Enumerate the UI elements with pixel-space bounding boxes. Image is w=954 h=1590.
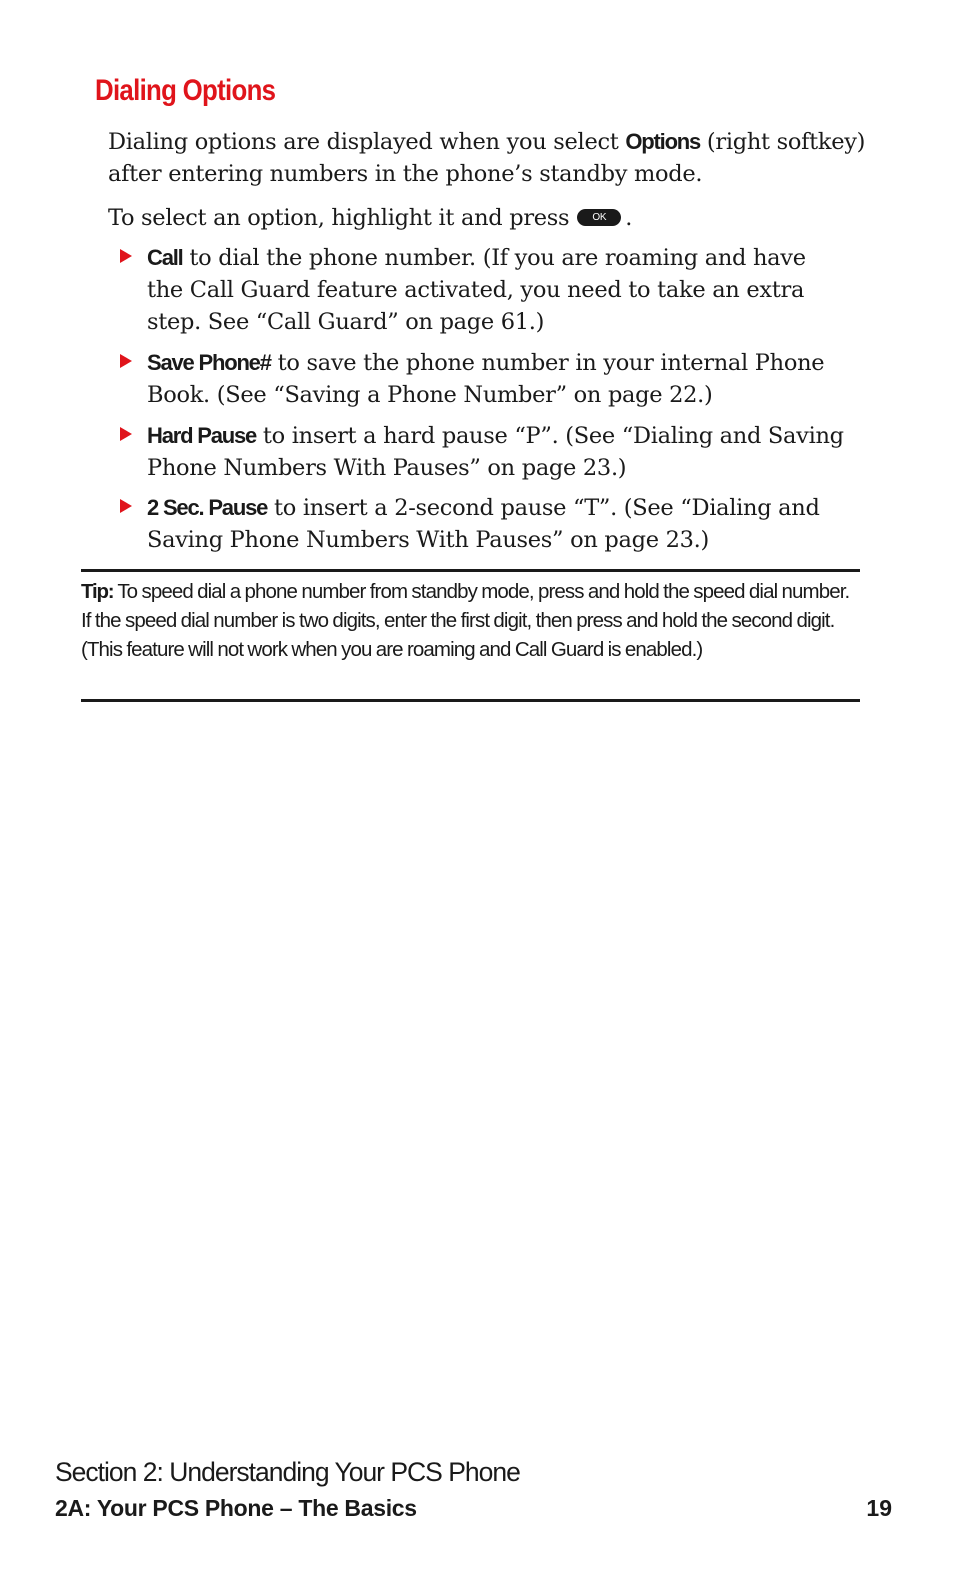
- intro-text-before: Dialing options are displayed when you select: [108, 129, 626, 155]
- option-save-phone: [147, 347, 847, 411]
- tip-paragraph: [81, 577, 860, 664]
- tip-text: To speed dial a phone number from standby mode, press and hold the speed dial number. If the speed dial number is two digits, enter the first digit, then press and hold the second digit. (This feature will not work when you are roaming and Call Guard is enabled.): [81, 580, 850, 661]
- select-instruction-text: To select an option, highlight it and press: [108, 205, 570, 231]
- intro-text-after: (right softkey) after entering numbers in the phone’s standby mode.: [108, 129, 866, 187]
- option-keyword: Save Phone#: [147, 350, 271, 375]
- select-instruction: [108, 202, 868, 234]
- tip-label: Tip:: [81, 580, 114, 603]
- bullet-arrow-icon: [120, 499, 132, 513]
- intro-paragraph: [108, 126, 868, 190]
- bullet-arrow-icon: [120, 427, 132, 441]
- option-description: to insert a 2-second pause “T”. (See “Dialing and Saving Phone Numbers With Pauses” on page 23.): [147, 495, 820, 553]
- ok-key-icon: OK: [577, 209, 621, 226]
- page-title: Dialing Options: [95, 74, 276, 107]
- option-2-sec-pause: [147, 492, 847, 556]
- option-description: to insert a hard pause “P”. (See “Dialing and Saving Phone Numbers With Pauses” on page 23.): [147, 423, 844, 481]
- option-description: to save the phone number in your internal Phone Book. (See “Saving a Phone Number” on page 22.): [147, 350, 825, 408]
- bullet-arrow-icon: [120, 249, 132, 263]
- option-hard-pause: [147, 420, 847, 484]
- option-description: to dial the phone number. (If you are roaming and have the Call Guard feature activated, you need to take an extra step. See “Call Guard” on page 61.): [147, 245, 806, 335]
- option-keyword: Hard Pause: [147, 423, 257, 448]
- footer-section-title: Section 2: Understanding Your PCS Phone: [55, 1457, 520, 1487]
- page-number: 19: [866, 1495, 892, 1521]
- option-keyword: Call: [147, 245, 183, 270]
- options-keyword: Options: [625, 129, 701, 154]
- bullet-arrow-icon: [120, 354, 132, 368]
- option-keyword: 2 Sec. Pause: [147, 495, 268, 520]
- tip-box: [81, 569, 860, 702]
- footer-chapter-title: 2A: Your PCS Phone – The Basics: [55, 1495, 417, 1521]
- select-instruction-period: .: [625, 205, 633, 231]
- option-call: [147, 242, 847, 338]
